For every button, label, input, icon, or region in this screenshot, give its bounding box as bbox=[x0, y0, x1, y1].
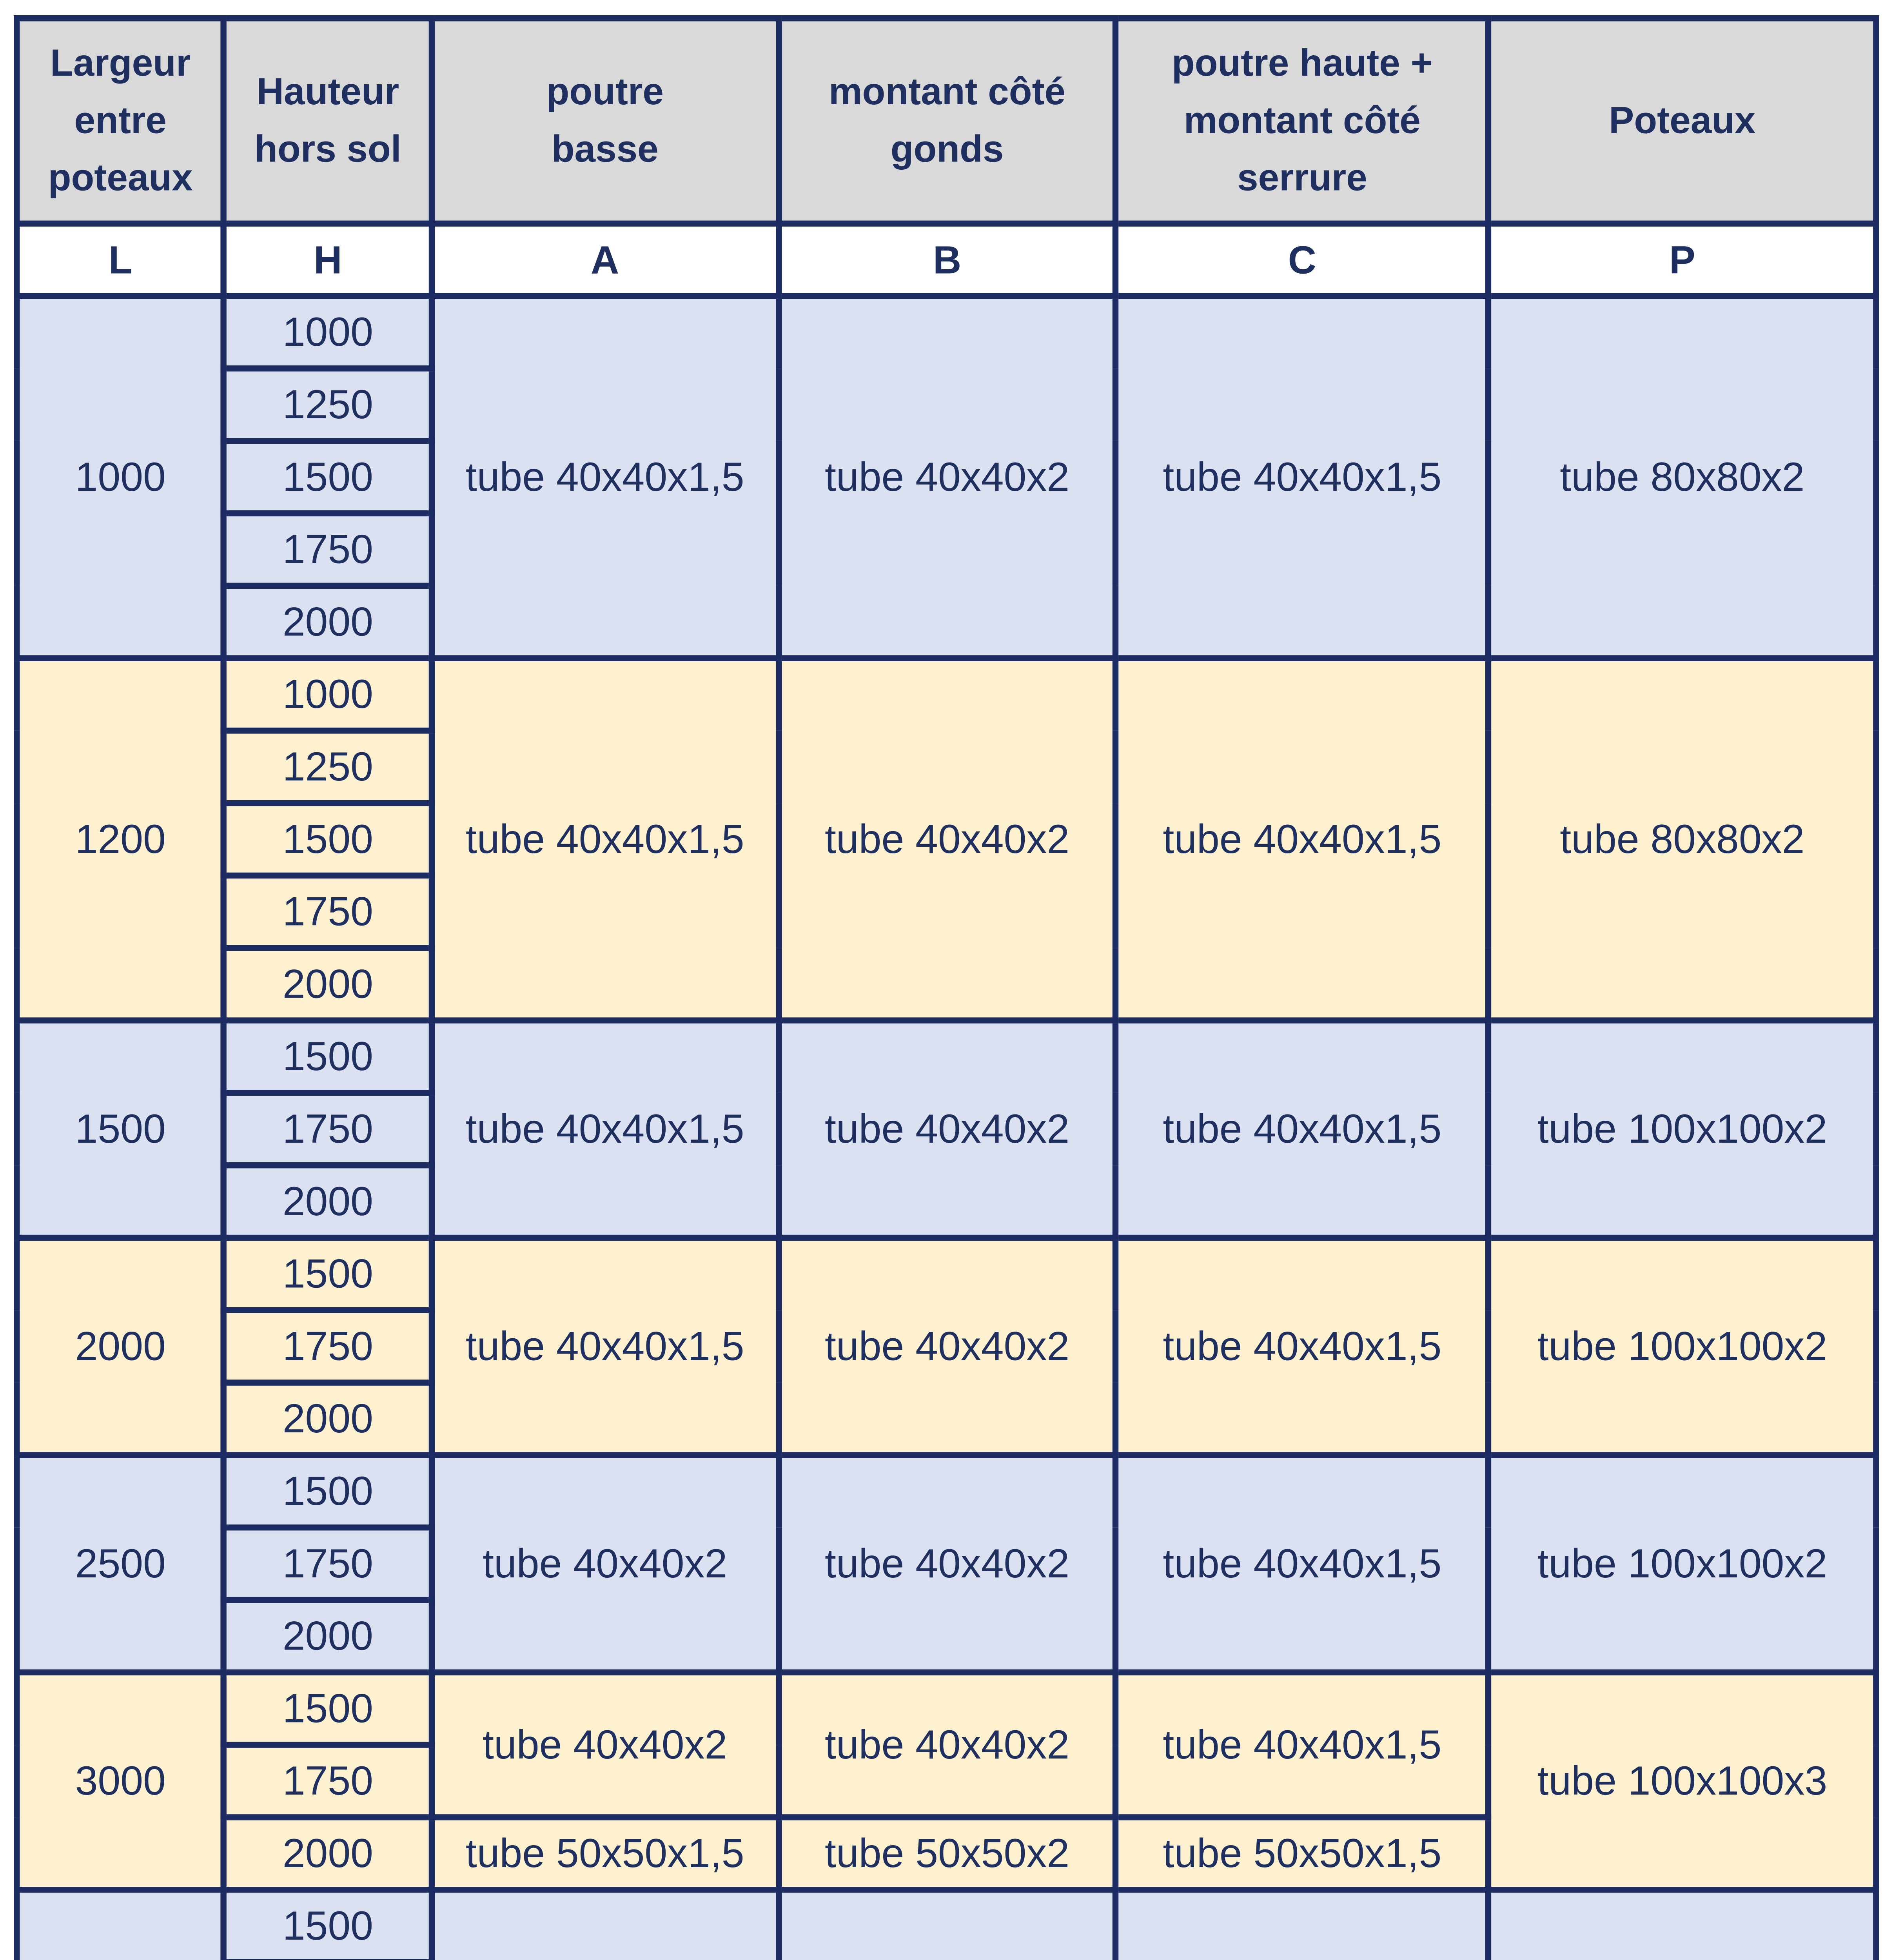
poutre-basse-cell: tube 40x40x1,5 bbox=[432, 1020, 778, 1238]
height-cell: 1500 bbox=[224, 441, 432, 514]
width-cell bbox=[17, 1890, 224, 1960]
poteaux-cell: tube 80x80x2 bbox=[1488, 296, 1876, 658]
poutre-basse-cell: tube 50x50x1,5 bbox=[432, 1817, 778, 1890]
height-cell: 2000 bbox=[224, 1383, 432, 1455]
poutre-basse-cell: tube 40x40x1,5 bbox=[432, 296, 778, 658]
poteaux-cell: tube 100x100x2 bbox=[1488, 1238, 1876, 1455]
montant-gonds-cell: tube 40x40x2 bbox=[778, 1455, 1116, 1672]
poutre-haute-cell: tube 40x40x1,5 bbox=[1116, 1238, 1488, 1455]
header-poutre-haute: poutre haute + montant côté serrure bbox=[1116, 18, 1488, 224]
montant-gonds-cell: tube 40x40x2 bbox=[778, 296, 1116, 658]
poteaux-cell bbox=[1488, 1890, 1876, 1960]
height-cell: 1000 bbox=[224, 296, 432, 368]
poteaux-cell: tube 100x100x3 bbox=[1488, 1672, 1876, 1889]
poutre-haute-cell: tube 40x40x1,5 bbox=[1116, 658, 1488, 1020]
height-cell: 1750 bbox=[224, 1310, 432, 1383]
height-cell: 2000 bbox=[224, 1165, 432, 1238]
dimension-table bbox=[14, 15, 1879, 1960]
poteaux-cell: tube 80x80x2 bbox=[1488, 658, 1876, 1020]
height-cell: 1000 bbox=[224, 658, 432, 731]
poteaux-cell: tube 100x100x2 bbox=[1488, 1020, 1876, 1238]
height-cell: 2000 bbox=[224, 1817, 432, 1890]
montant-gonds-cell: tube 50x50x2 bbox=[778, 1817, 1116, 1890]
table-row bbox=[17, 1238, 1876, 1310]
height-cell: 1500 bbox=[224, 1455, 432, 1528]
width-cell: 1500 bbox=[17, 1020, 224, 1238]
height-cell: 1500 bbox=[224, 1020, 432, 1093]
height-cell: 1750 bbox=[224, 514, 432, 586]
code-a: A bbox=[432, 223, 778, 296]
header-poteaux: Poteaux bbox=[1488, 18, 1876, 224]
poutre-basse-cell: tube 40x40x2 bbox=[432, 1455, 778, 1672]
poutre-basse-cell: tube 40x40x2 bbox=[432, 1672, 778, 1817]
height-cell: 2000 bbox=[224, 586, 432, 658]
montant-gonds-cell bbox=[778, 1890, 1116, 1960]
width-cell: 1000 bbox=[17, 296, 224, 658]
code-p: P bbox=[1488, 223, 1876, 296]
table-row bbox=[17, 658, 1876, 731]
width-cell: 1200 bbox=[17, 658, 224, 1020]
montant-gonds-cell: tube 40x40x2 bbox=[778, 658, 1116, 1020]
width-cell: 3000 bbox=[17, 1672, 224, 1889]
code-row bbox=[17, 223, 1876, 296]
poutre-haute-cell: tube 40x40x1,5 bbox=[1116, 296, 1488, 658]
height-cell: 1750 bbox=[224, 1093, 432, 1165]
height-cell: 1250 bbox=[224, 368, 432, 441]
height-cell: 1500 bbox=[224, 803, 432, 876]
montant-gonds-cell: tube 40x40x2 bbox=[778, 1672, 1116, 1817]
height-cell: 2000 bbox=[224, 948, 432, 1020]
poutre-basse-cell bbox=[432, 1890, 778, 1960]
poteaux-cell: tube 100x100x2 bbox=[1488, 1455, 1876, 1672]
poutre-basse-cell: tube 40x40x1,5 bbox=[432, 658, 778, 1020]
montant-gonds-cell: tube 40x40x2 bbox=[778, 1020, 1116, 1238]
header-hauteur: Hauteur hors sol bbox=[224, 18, 432, 224]
height-cell: 1500 bbox=[224, 1672, 432, 1745]
height-cell: 1500 bbox=[224, 1890, 432, 1960]
header-largeur: Largeur entre poteaux bbox=[17, 18, 224, 224]
poutre-haute-cell: tube 40x40x1,5 bbox=[1116, 1672, 1488, 1817]
height-cell: 1750 bbox=[224, 876, 432, 948]
table-row bbox=[17, 1020, 1876, 1093]
height-cell: 1500 bbox=[224, 1238, 432, 1310]
width-cell: 2000 bbox=[17, 1238, 224, 1455]
code-h: H bbox=[224, 223, 432, 296]
height-cell: 2000 bbox=[224, 1600, 432, 1673]
header-poutre-basse: poutre basse bbox=[432, 18, 778, 224]
table-row bbox=[17, 1672, 1876, 1745]
code-l: L bbox=[17, 223, 224, 296]
height-cell: 1750 bbox=[224, 1528, 432, 1600]
header-row bbox=[17, 18, 1876, 224]
code-c: C bbox=[1116, 223, 1488, 296]
poutre-haute-cell bbox=[1116, 1890, 1488, 1960]
height-cell: 1750 bbox=[224, 1745, 432, 1817]
header-montant-gonds: montant côté gonds bbox=[778, 18, 1116, 224]
table-row bbox=[17, 1455, 1876, 1528]
montant-gonds-cell: tube 40x40x2 bbox=[778, 1238, 1116, 1455]
poutre-haute-cell: tube 50x50x1,5 bbox=[1116, 1817, 1488, 1890]
height-cell: 1250 bbox=[224, 731, 432, 803]
width-cell: 2500 bbox=[17, 1455, 224, 1672]
spec-sheet bbox=[14, 15, 1893, 1960]
poutre-haute-cell: tube 40x40x1,5 bbox=[1116, 1020, 1488, 1238]
poutre-haute-cell: tube 40x40x1,5 bbox=[1116, 1455, 1488, 1672]
table-row bbox=[17, 296, 1876, 368]
table-row bbox=[17, 1890, 1876, 1960]
poutre-basse-cell: tube 40x40x1,5 bbox=[432, 1238, 778, 1455]
code-b: B bbox=[778, 223, 1116, 296]
